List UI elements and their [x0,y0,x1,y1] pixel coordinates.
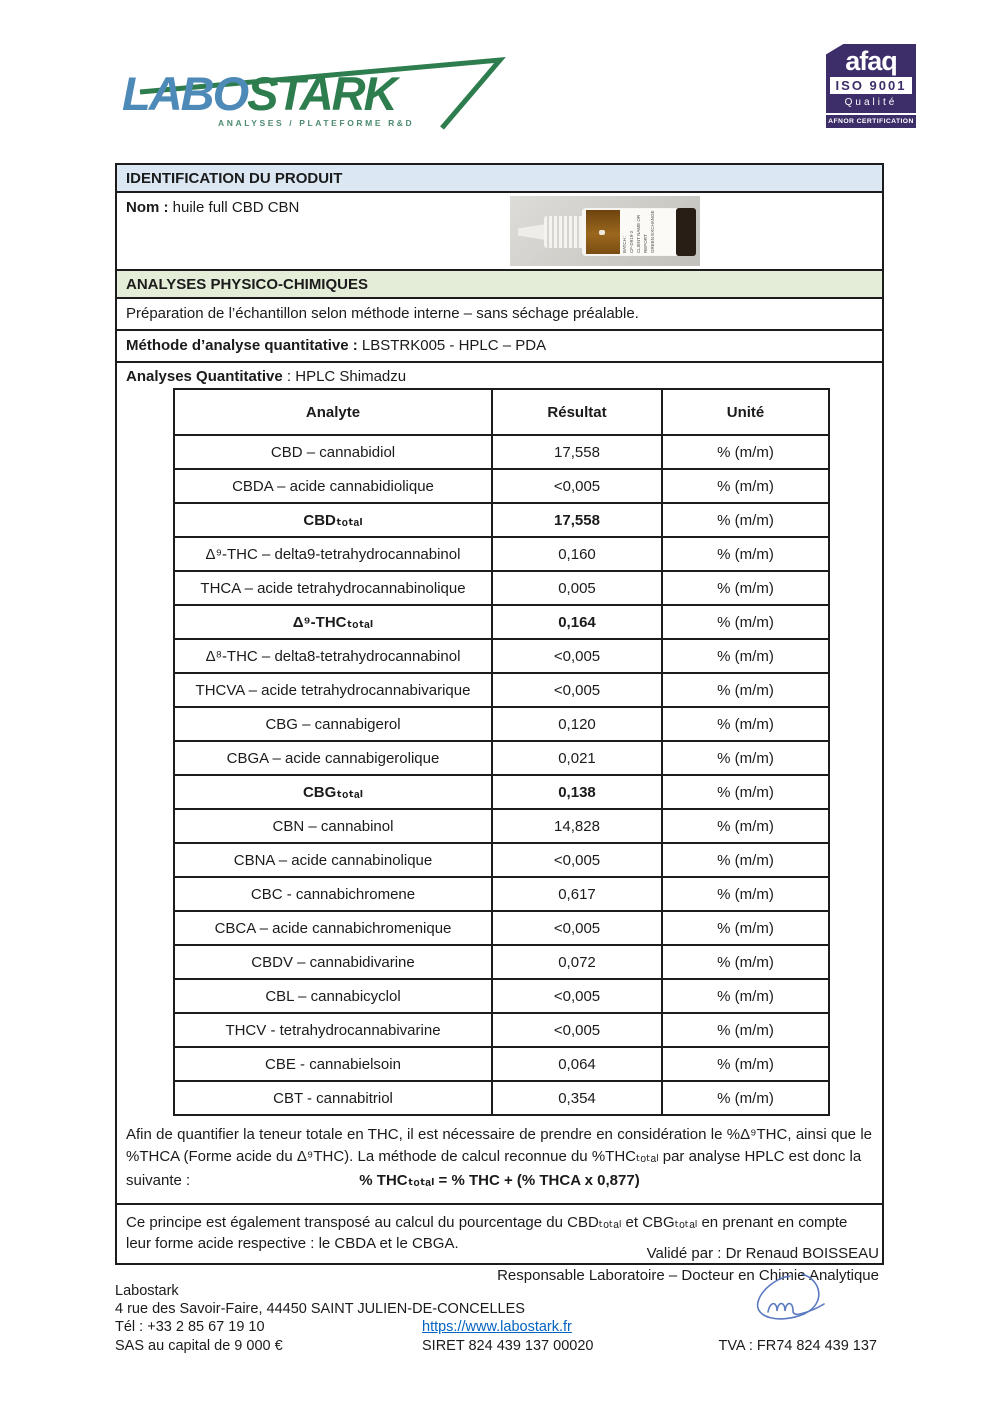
cell-unite: % (m/m) [662,503,829,537]
cell-analyte: CBGₜₒₜₐₗ [174,775,492,809]
footer-phone: Tél : +33 2 85 67 19 10 [115,1319,265,1335]
table-row [174,605,829,639]
cell-unite: % (m/m) [662,605,829,639]
cell-resultat: <0,005 [492,639,662,673]
quant-value: : HPLC Shimadzu [282,368,407,385]
cell-resultat: 17,558 [492,503,662,537]
footer-website-link[interactable]: https://www.labostark.fr [422,1319,572,1335]
cell-resultat: 0,354 [492,1081,662,1115]
method-label: Méthode d’analyse quantitative : [126,337,358,354]
cell-analyte: CBC - cannabichromene [174,877,492,911]
table-row [174,673,829,707]
validated-by: Validé par : Dr Renaud BOISSEAU [646,1245,879,1262]
bottle-label [620,209,678,255]
logo-text-labo: LABO [122,67,248,120]
analyses-section-header: ANALYSES PHYSICO-CHIMIQUES [117,269,882,299]
bottle-label-line: REPORT [643,234,648,253]
bottle-label-line: BATCH : [622,235,627,253]
table-row [174,435,829,469]
table-row [174,707,829,741]
cell-analyte: CBT - cannabitriol [174,1081,492,1115]
bottle-label-line: CLIENT NAME OR [636,214,641,253]
cell-resultat: 0,064 [492,1047,662,1081]
cell-analyte: CBCA – acide cannabichromenique [174,911,492,945]
table-row [174,1013,829,1047]
cbd-cbg-note-paragraph: Ce principe est également transposé au calcul du pourcentage du CBDₜₒₜₐₗ et CBGₜₒₜₐₗ en prenant en compte leur forme acide respective : le CBDA et le CBGA. [126,1214,848,1252]
footer-address: 4 rue des Savoir-Faire, 44450 SAINT JULIEN-DE-CONCELLES [115,1301,525,1317]
afaq-main-block [826,44,916,113]
bottle-label-line: GREEN EXCHANGE [650,210,655,253]
logo-text-stark: STARK [247,67,396,120]
method-value: LBSTRK005 - HPLC – PDA [357,337,547,354]
cell-resultat: 14,828 [492,809,662,843]
cell-unite: % (m/m) [662,673,829,707]
cell-analyte: CBGA – acide cannabigerolique [174,741,492,775]
cell-unite: % (m/m) [662,435,829,469]
bottle-base [676,208,696,256]
table-row [174,1047,829,1081]
bottle-label-line: CF-D919-2 [629,230,634,253]
table-row [174,503,829,537]
bottle-cap [544,216,584,248]
cell-resultat: <0,005 [492,1013,662,1047]
footer-capital: SAS au capital de 9 000 € [115,1338,283,1354]
cell-analyte: CBDA – acide cannabidiolique [174,469,492,503]
cell-unite: % (m/m) [662,1081,829,1115]
product-name-row [117,193,882,269]
table-row [174,775,829,809]
cell-unite: % (m/m) [662,537,829,571]
product-bottle-photo [510,196,700,266]
preparation-row: Préparation de l’échantillon selon méthode interne – sans séchage préalable. [117,299,882,331]
table-row [174,741,829,775]
identification-section-header: IDENTIFICATION DU PRODUIT [117,165,882,193]
header-analyte: Analyte [174,389,492,435]
analyte-table-body [174,435,829,1115]
cell-analyte: Δ⁸-THC – delta8-tetrahydrocannabinol [174,639,492,673]
quant-label: Analyses Quantitative [126,368,283,385]
signature-icon [742,1268,842,1330]
cell-resultat: 17,558 [492,435,662,469]
product-name-label: Nom : [126,199,169,216]
afaq-iso-9001: ISO 9001 [830,77,912,94]
table-row [174,945,829,979]
cell-unite: % (m/m) [662,843,829,877]
cell-unite: % (m/m) [662,469,829,503]
cell-analyte: THCA – acide tetrahydrocannabinolique [174,571,492,605]
cell-analyte: CBD – cannabidiol [174,435,492,469]
analyte-table [173,388,830,1116]
cell-unite: % (m/m) [662,911,829,945]
cell-analyte: CBNA – acide cannabinolique [174,843,492,877]
cell-analyte: CBE - cannabielsoin [174,1047,492,1081]
table-row [174,469,829,503]
thc-total-formula: % THCₜₒₜₐₗ = % THC + (% THCA x 0,877) [359,1172,640,1189]
cell-analyte: CBL – cannabicyclol [174,979,492,1013]
cell-analyte: THCVA – acide tetrahydrocannabivarique [174,673,492,707]
header-unite: Unité [662,389,829,435]
table-row [174,911,829,945]
header-resultat: Résultat [492,389,662,435]
cell-analyte: CBDₜₒₜₐₗ [174,503,492,537]
table-row [174,809,829,843]
footer-vat: TVA : FR74 824 439 137 [718,1338,877,1354]
cell-unite: % (m/m) [662,877,829,911]
cell-unite: % (m/m) [662,979,829,1013]
cell-resultat: 0,138 [492,775,662,809]
cell-resultat: <0,005 [492,979,662,1013]
cell-unite: % (m/m) [662,571,829,605]
footer-siret: SIRET 824 439 137 00020 [422,1338,594,1354]
cell-unite: % (m/m) [662,809,829,843]
validator-title: Responsable Laboratoire – Docteur en Chimie Analytique [497,1267,879,1284]
table-row [174,843,829,877]
table-row [174,1081,829,1115]
bottle-oil-window [586,210,620,254]
cell-unite: % (m/m) [662,1047,829,1081]
thc-note-paragraph: Afin de quantifier la teneur totale en THC, il est nécessaire de prendre en considération le %Δ⁹THC, ainsi que le %THCA (Forme acide du Δ⁹THC). La méthode de calcul reconnue du %THCₜₒₜₐₗ par analyse HPLC est donc la [126,1126,872,1165]
formula-lead: suivante : [126,1172,191,1189]
cell-analyte: CBG – cannabigerol [174,707,492,741]
afaq-qualite: Qualité [844,97,898,108]
quant-title-line [126,368,873,385]
method-row [117,331,882,363]
cell-resultat: 0,617 [492,877,662,911]
quantitative-analysis-row [117,363,882,1205]
table-row [174,979,829,1013]
cell-resultat: <0,005 [492,911,662,945]
product-name-value: huile full CBD CBN [168,199,300,216]
cell-unite: % (m/m) [662,741,829,775]
footer-company: Labostark [115,1283,179,1299]
cell-resultat: 0,164 [492,605,662,639]
cell-unite: % (m/m) [662,775,829,809]
afaq-certification-logo [826,44,916,136]
logo-tagline: ANALYSES / PLATEFORME R&D [218,118,415,128]
cell-unite: % (m/m) [662,1013,829,1047]
table-row [174,877,829,911]
table-row [174,571,829,605]
labostark-logo [112,52,532,147]
cell-resultat: 0,160 [492,537,662,571]
afnor-certification-strip: AFNOR CERTIFICATION [826,115,916,128]
cell-analyte: Δ⁹-THCₜₒₜₐₗ [174,605,492,639]
formula-line [126,1169,873,1193]
cell-resultat: <0,005 [492,843,662,877]
afaq-name: afaq [845,46,897,76]
cell-resultat: 0,021 [492,741,662,775]
cell-unite: % (m/m) [662,707,829,741]
cell-resultat: 0,005 [492,571,662,605]
table-row [174,537,829,571]
cell-analyte: Δ⁹-THC – delta9-tetrahydrocannabinol [174,537,492,571]
certificate-body [115,163,884,1265]
cell-resultat: 0,072 [492,945,662,979]
cell-resultat: 0,120 [492,707,662,741]
cell-unite: % (m/m) [662,639,829,673]
cell-unite: % (m/m) [662,945,829,979]
logo-wordmark [122,66,396,121]
cell-resultat: <0,005 [492,469,662,503]
table-header-row [174,389,829,435]
cell-analyte: THCV - tetrahydrocannabivarine [174,1013,492,1047]
cell-resultat: <0,005 [492,673,662,707]
cell-analyte: CBN – cannabinol [174,809,492,843]
bottle-dropper-tip [518,224,546,240]
table-row [174,639,829,673]
cell-analyte: CBDV – cannabidivarine [174,945,492,979]
